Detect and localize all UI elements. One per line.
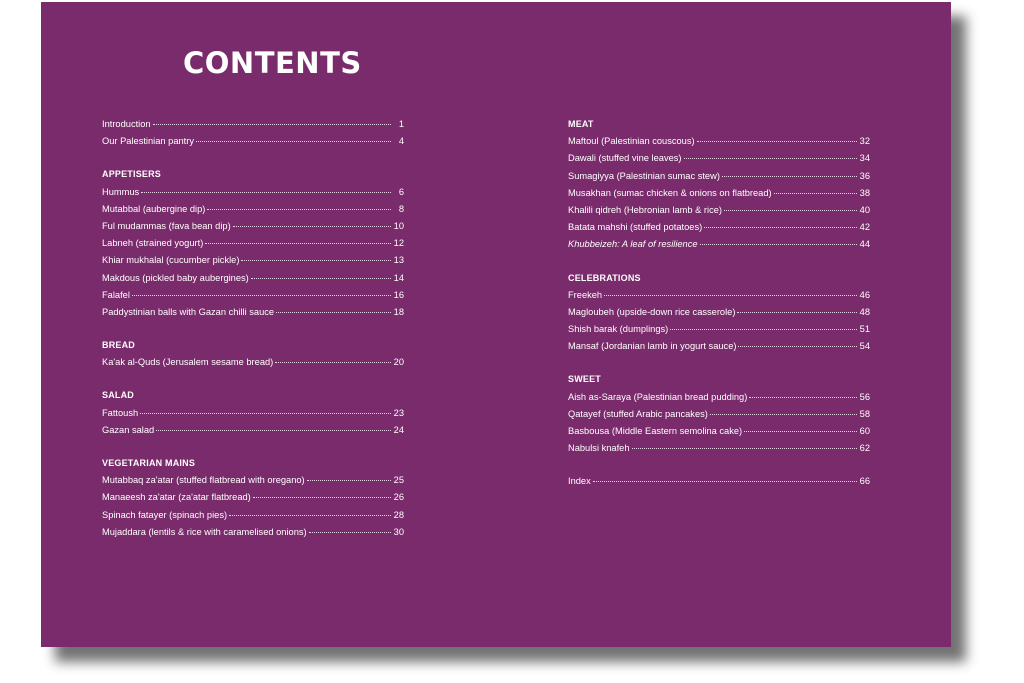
toc-entry-page: 42 (859, 222, 870, 233)
toc-entry-label: Freekeh (568, 289, 603, 300)
dot-leader (593, 480, 857, 482)
page-title: CONTENTS (183, 46, 362, 80)
spacer (568, 457, 870, 473)
section-heading: SWEET (568, 374, 602, 385)
toc-entry-label: Nabulsi knafeh (568, 443, 630, 454)
toc-entry (568, 150, 870, 167)
toc-entry (102, 133, 404, 150)
dot-leader (710, 413, 857, 415)
toc-entry-label: Aish as-Saraya (Palestinian bread pudding) (568, 391, 748, 402)
toc-entry (102, 184, 404, 201)
dot-leader (233, 225, 391, 227)
toc-entry (102, 472, 404, 489)
toc-entry-page: 10 (393, 220, 404, 231)
toc-entry-label: Index (568, 476, 591, 487)
dot-leader (704, 226, 856, 228)
toc-entry-label: Shish barak (dumplings) (568, 324, 669, 335)
toc-entry (568, 473, 870, 490)
toc-entry-page: 60 (859, 426, 870, 436)
toc-entry-page: 6 (398, 186, 404, 197)
dot-leader (744, 430, 857, 432)
dot-leader (156, 429, 390, 431)
toc-entry-label: Spinach fatayer (spinach pies) (102, 509, 228, 520)
dot-leader (207, 208, 391, 210)
dot-leader (724, 209, 857, 211)
toc-entry-label: Mutabbal (aubergine dip) (102, 203, 206, 214)
dot-leader (141, 191, 391, 193)
dot-leader (251, 277, 391, 279)
toc-entry (102, 507, 404, 524)
dot-leader (307, 479, 391, 481)
dot-leader (309, 531, 391, 533)
toc-entry-label: Ful mudammas (fava bean dip) (102, 220, 231, 231)
dot-leader (697, 140, 857, 142)
dot-leader (632, 447, 857, 449)
toc-entry-label: Basbousa (Middle Eastern semolina cake) (568, 426, 743, 436)
toc-entry-page: 24 (393, 424, 404, 435)
toc-entry (102, 354, 404, 371)
toc-entry-page: 62 (859, 443, 870, 454)
dot-leader (749, 396, 856, 398)
toc-entry (102, 270, 404, 287)
toc-entry-page: 25 (393, 475, 404, 486)
toc-entry-label: Mansaf (Jordanian lamb in yogurt sauce) (568, 341, 737, 352)
toc-entry (102, 287, 404, 304)
toc-entry-page: 26 (393, 492, 404, 503)
dot-leader (140, 412, 390, 414)
toc-entry (568, 219, 870, 236)
dot-leader (737, 311, 856, 313)
toc-entry-page: 66 (859, 476, 870, 487)
toc-entry-label: Fattoush (102, 407, 139, 418)
toc-entry-page: 12 (393, 238, 404, 249)
toc-entry-page: 34 (859, 153, 870, 164)
toc-entry-page: 38 (859, 187, 870, 198)
contents-page (41, 2, 951, 647)
section-heading: MEAT (568, 119, 594, 129)
toc-entry-label: Sumagiyya (Palestinian sumac stew) (568, 170, 720, 181)
toc-entry-page: 40 (859, 204, 870, 215)
toc-entry-label: Our Palestinian pantry (102, 136, 194, 147)
toc-entry-label: Paddystinian balls with Gazan chilli sauce (102, 306, 275, 317)
toc-entry (568, 202, 870, 219)
section-heading: CELEBRATIONS (568, 272, 641, 283)
toc-entry (102, 422, 404, 439)
toc-entry-label: Hummus (102, 186, 140, 197)
toc-entry (102, 201, 404, 218)
toc-entry-page: 18 (393, 306, 404, 317)
dot-leader (196, 140, 391, 142)
dot-leader (684, 157, 857, 159)
dot-leader (670, 328, 856, 330)
toc-entry (102, 116, 404, 133)
dot-leader (241, 259, 390, 261)
dot-leader (132, 294, 391, 296)
toc-entry-label: Maftoul (Palestinian couscous) (568, 136, 695, 147)
toc-entry (568, 338, 870, 355)
dot-leader (205, 242, 390, 244)
toc-entry-label: Manaeesh za'atar (za'atar flatbread) (102, 492, 251, 503)
toc-entry-page: 32 (859, 136, 870, 147)
toc-entry-page: 54 (859, 341, 870, 352)
toc-entry-page: 44 (859, 239, 870, 250)
toc-entry (568, 236, 870, 253)
toc-entry (568, 423, 870, 440)
toc-entry-page: 36 (859, 170, 870, 181)
toc-entry-label: Mutabbaq za'atar (stuffed flatbread with oregano) (102, 475, 305, 486)
section-heading: BREAD (102, 340, 136, 351)
toc-entry-label: Batata mahshi (stuffed potatoes) (568, 222, 703, 233)
toc-entry (102, 489, 404, 506)
toc-entry (102, 218, 404, 235)
toc-entry-label: Ka'ak al-Quds (Jerusalem sesame bread) (102, 357, 274, 368)
toc-entry-label: Qatayef (stuffed Arabic pancakes) (568, 408, 708, 419)
toc-entry-label: Khalili qidreh (Hebronian lamb & rice) (568, 204, 722, 215)
toc-entry (568, 389, 870, 406)
toc-entry (568, 133, 870, 150)
toc-entry-label: Gazan salad (102, 424, 155, 435)
dot-leader (722, 175, 857, 177)
toc-entry-label: Musakhan (sumac chicken & onions on flatbread) (568, 187, 772, 198)
section-heading: VEGETARIAN MAINS (102, 458, 196, 468)
toc-entry (568, 321, 870, 338)
toc-entry-label: Introduction (102, 119, 151, 129)
left-column (102, 116, 404, 541)
toc-entry (568, 406, 870, 423)
toc-entry-page: 16 (393, 289, 404, 300)
dot-leader (774, 192, 857, 194)
toc-entry (568, 304, 870, 321)
toc-entry-label: Magloubeh (upside-down rice casserole) (568, 306, 736, 317)
toc-entry-label: Makdous (pickled baby aubergines) (102, 272, 249, 283)
toc-entry-label: Khiar mukhalal (cucumber pickle) (102, 255, 240, 266)
dot-leader (275, 361, 390, 363)
section-heading: APPETISERS (102, 169, 162, 180)
toc-entry-page: 20 (393, 357, 404, 368)
toc-entry-label: Falafel (102, 289, 130, 300)
toc-entry (568, 440, 870, 457)
toc-entry (568, 287, 870, 304)
dot-leader (253, 496, 391, 498)
dot-leader (738, 345, 856, 347)
dot-leader (229, 514, 391, 516)
toc-entry (102, 405, 404, 422)
toc-entry-page: 23 (393, 407, 404, 418)
toc-entry-page: 58 (859, 408, 870, 419)
toc-entry-label: Khubbeizeh: A leaf of resilience (568, 239, 698, 250)
toc-entry-label: Dawali (stuffed vine leaves) (568, 153, 682, 164)
toc-entry-page: 8 (398, 203, 404, 214)
dot-leader (276, 311, 391, 313)
dot-leader (700, 243, 857, 245)
dot-leader (604, 294, 857, 296)
toc-entry-page: 51 (859, 324, 870, 335)
toc-entry (568, 185, 870, 202)
toc-entry-page: 28 (393, 509, 404, 520)
toc-entry-page: 1 (398, 119, 404, 129)
section-heading: SALAD (102, 390, 134, 401)
toc-entry-page: 30 (393, 526, 404, 537)
toc-entry-page: 4 (398, 136, 404, 147)
toc-entry-page: 13 (393, 255, 404, 266)
toc-entry-page: 48 (859, 306, 870, 317)
toc-entry (102, 235, 404, 252)
toc-entry (568, 168, 870, 185)
toc-entry-page: 46 (859, 289, 870, 300)
toc-entry-page: 56 (859, 391, 870, 402)
right-column (568, 116, 870, 491)
toc-entry (102, 304, 404, 321)
toc-entry-label: Labneh (strained yogurt) (102, 238, 204, 249)
dot-leader (153, 123, 391, 125)
toc-entry (102, 524, 404, 541)
toc-entry-label: Mujaddara (lentils & rice with caramelised onions) (102, 526, 307, 537)
toc-entry-page: 14 (393, 272, 404, 283)
toc-entry (102, 252, 404, 269)
